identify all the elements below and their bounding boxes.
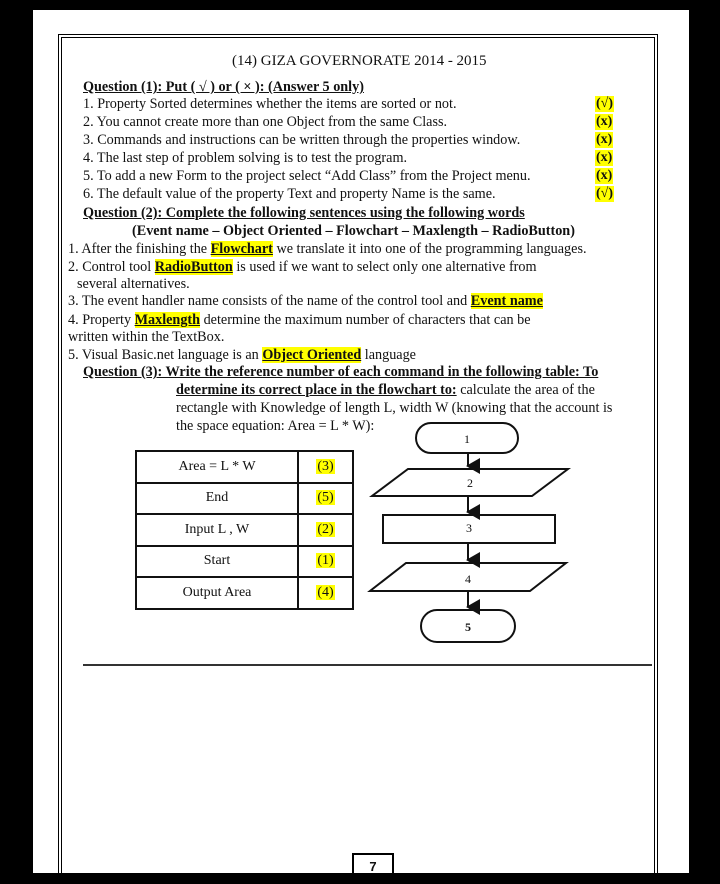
q1-item: 1. Property Sorted determines whether the items are sorted or not.: [83, 96, 457, 112]
flowchart-label: 4: [465, 572, 471, 586]
q1-item: 6. The default value of the property Text and property Name is the same.: [83, 186, 496, 202]
q2-sentence-2-cont: several alternatives.: [77, 276, 190, 292]
table-row: Start (1): [136, 546, 353, 578]
table-row: Output Area (4): [136, 577, 353, 609]
q2-sentence-4: 4. Property Maxlength determine the maximum number of characters that can be: [68, 312, 531, 328]
flowchart-label: 5: [465, 620, 471, 634]
q1-answer: (x): [596, 132, 613, 147]
divider-line: [83, 664, 652, 666]
q2-title: Question (2): Complete the following sentences using the following words: [83, 205, 525, 221]
q1-title: Question (1): Put ( √ ) or ( × ): (Answer 5 only): [83, 79, 364, 95]
flowchart-label: 3: [466, 521, 472, 535]
flowchart-label: 2: [467, 476, 473, 490]
q2-sentence-3: 3. The event handler name consists of the name of the control tool and Event name: [68, 293, 543, 309]
q3-line-2: determine its correct place in the flowchart to: calculate the area of the: [176, 382, 595, 398]
q2-sentence-4-cont: written within the TextBox.: [68, 329, 225, 345]
q2-sentence-1: 1. After the finishing the Flowchart we translate it into one of the programming languages.: [68, 241, 587, 257]
table-row: Input L , W (2): [136, 514, 353, 546]
table-row: End (5): [136, 483, 353, 515]
q2-answer: Event name: [470, 293, 543, 309]
q2-word-list: (Event name – Object Oriented – Flowchart – Maxlength – RadioButton): [132, 223, 575, 239]
q2-answer: Maxlength: [134, 312, 201, 328]
page-number: 7: [352, 853, 394, 883]
q2-sentence-2: 2. Control tool RadioButton is used if we want to select only one alternative from: [68, 259, 537, 275]
q1-answer: (√): [596, 186, 614, 201]
q2-answer: Object Oriented: [262, 347, 362, 363]
q3-line-3: rectangle with Knowledge of length L, width W (knowing that the account is: [176, 400, 613, 416]
q1-item: 4. The last step of problem solving is to test the program.: [83, 150, 408, 166]
q1-answer: (√): [596, 96, 614, 111]
q3-title: Question (3): Write the reference number of each command in the following table: To: [83, 364, 599, 380]
q1-answer: (x): [596, 114, 613, 129]
q1-item: 2. You cannot create more than one Object from the same Class.: [83, 114, 448, 130]
q1-item: 3. Commands and instructions can be written through the properties window.: [83, 132, 521, 148]
q1-item: 5. To add a new Form to the project select “Add Class” from the Project menu.: [83, 168, 531, 184]
table-row: Area = L * W (3): [136, 451, 353, 483]
q2-answer: Flowchart: [210, 241, 273, 257]
flowchart-label: 1: [464, 432, 470, 446]
q1-answer: (x): [596, 150, 613, 165]
q2-answer: RadioButton: [154, 259, 233, 275]
q1-answer: (x): [596, 168, 613, 183]
page-header: (14) GIZA GOVERNORATE 2014 - 2015: [232, 53, 487, 69]
q3-line-4: the space equation: Area = L * W):: [176, 418, 375, 434]
q2-sentence-5: 5. Visual Basic.net language is an Object Oriented language: [68, 347, 416, 363]
